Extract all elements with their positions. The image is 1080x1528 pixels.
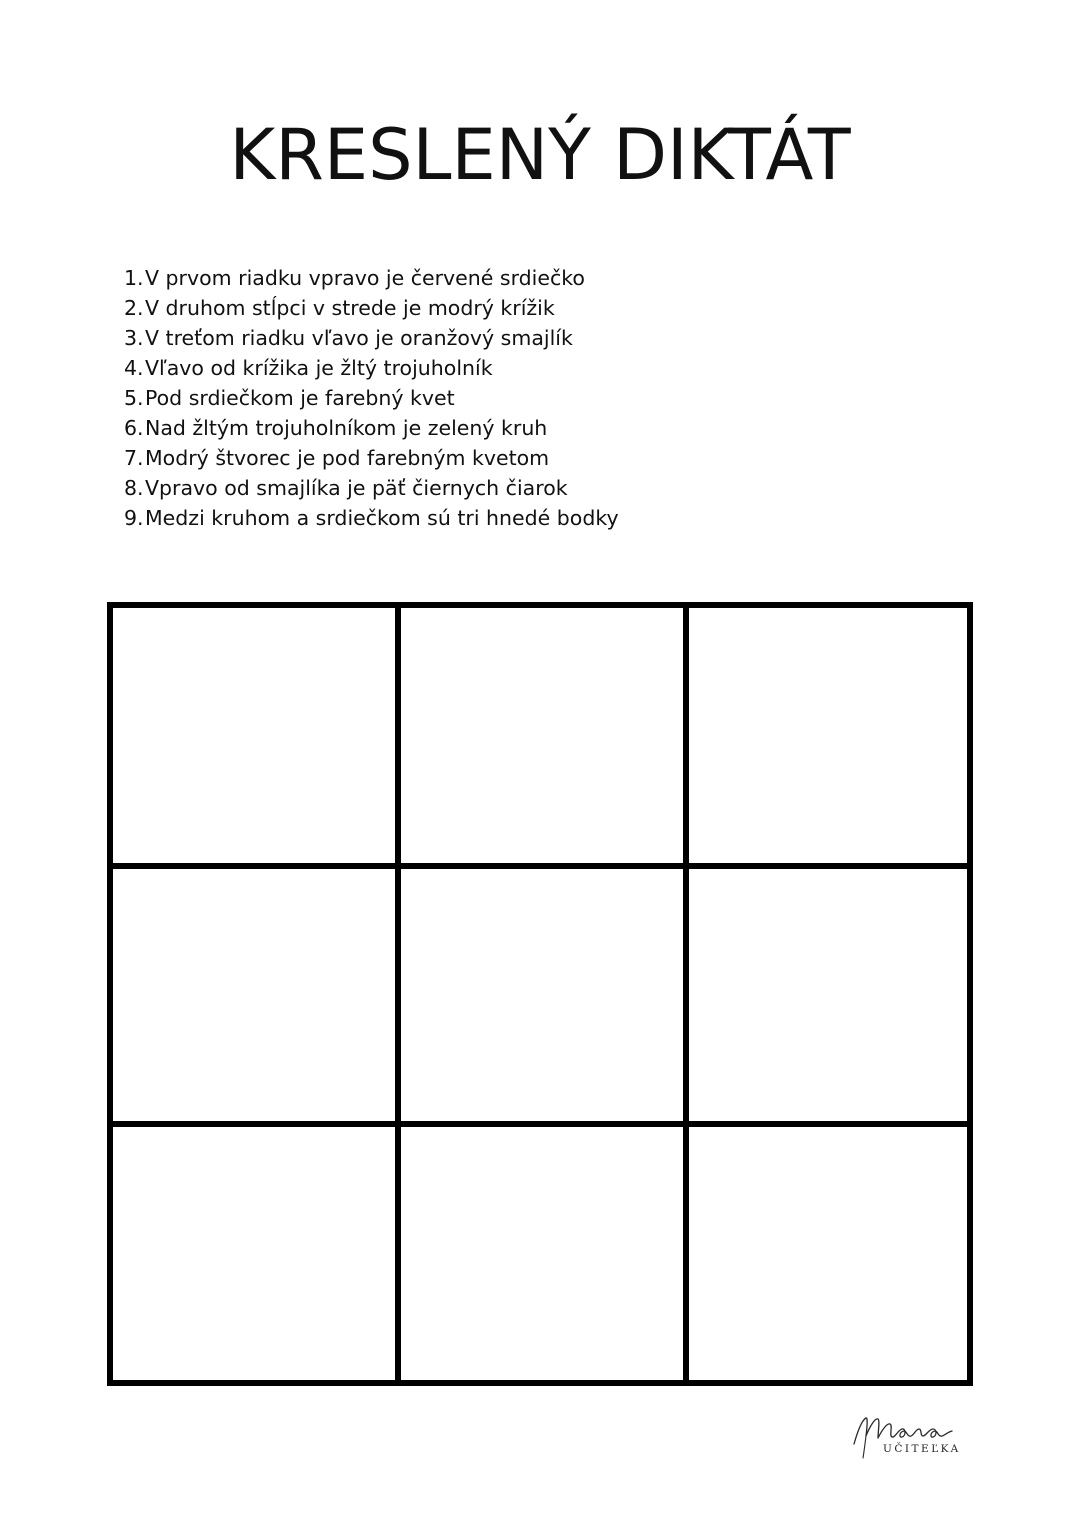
instruction-number: 4. (124, 356, 144, 380)
grid-line-vertical (395, 608, 401, 1380)
grid-line-horizontal (113, 1121, 967, 1127)
instruction-item (124, 503, 619, 533)
drawing-grid (107, 602, 973, 1386)
grid-cell-r1-c2[interactable] (401, 608, 683, 863)
instruction-text: V prvom riadku vpravo je červené srdiečko (145, 266, 585, 290)
grid-line-horizontal (113, 863, 967, 869)
instruction-number: 2. (124, 296, 144, 320)
grid-cell-r3-c3[interactable] (689, 1127, 967, 1380)
grid-cell-r3-c1[interactable] (113, 1127, 395, 1380)
grid-cell-r1-c3[interactable] (689, 608, 967, 863)
instruction-item (124, 413, 619, 443)
instruction-item (124, 473, 619, 503)
instruction-text: Vľavo od krížika je žltý trojuholník (145, 356, 493, 380)
instruction-item (124, 263, 619, 293)
instruction-item (124, 323, 619, 353)
instruction-number: 6. (124, 416, 144, 440)
instruction-text: V treťom riadku vľavo je oranžový smajlík (145, 326, 573, 350)
grid-cell-r3-c2[interactable] (401, 1127, 683, 1380)
instruction-text: Modrý štvorec je pod farebným kvetom (145, 446, 550, 470)
instruction-item (124, 443, 619, 473)
instruction-text: Nad žltým trojuholníkom je zelený kruh (145, 416, 548, 440)
instruction-item (124, 293, 619, 323)
instruction-item (124, 353, 619, 383)
grid-cell-r2-c1[interactable] (113, 869, 395, 1121)
instruction-number: 5. (124, 386, 144, 410)
instruction-text: Pod srdiečkom je farebný kvet (145, 386, 455, 410)
instruction-number: 7. (124, 446, 144, 470)
instruction-number: 9. (124, 506, 144, 530)
brand-logo (850, 1410, 990, 1470)
instruction-number: 8. (124, 476, 144, 500)
worksheet-title: KRESLENÝ DIKTÁT (229, 114, 851, 196)
grid-line-vertical (683, 608, 689, 1380)
instruction-text: V druhom stĺpci v strede je modrý krížik (145, 296, 555, 320)
instruction-number: 3. (124, 326, 144, 350)
instruction-item (124, 383, 619, 413)
instruction-text: Vpravo od smajlíka je päť čiernych čiarok (145, 476, 568, 500)
instruction-number: 1. (124, 266, 144, 290)
grid-cell-r2-c3[interactable] (689, 869, 967, 1121)
instruction-text: Medzi kruhom a srdiečkom sú tri hnedé bodky (145, 506, 619, 530)
grid-cell-r1-c1[interactable] (113, 608, 395, 863)
grid-cell-r2-c2[interactable] (401, 869, 683, 1121)
instruction-list (124, 263, 619, 533)
brand-subtitle: UČITEĽKA (883, 1443, 961, 1455)
